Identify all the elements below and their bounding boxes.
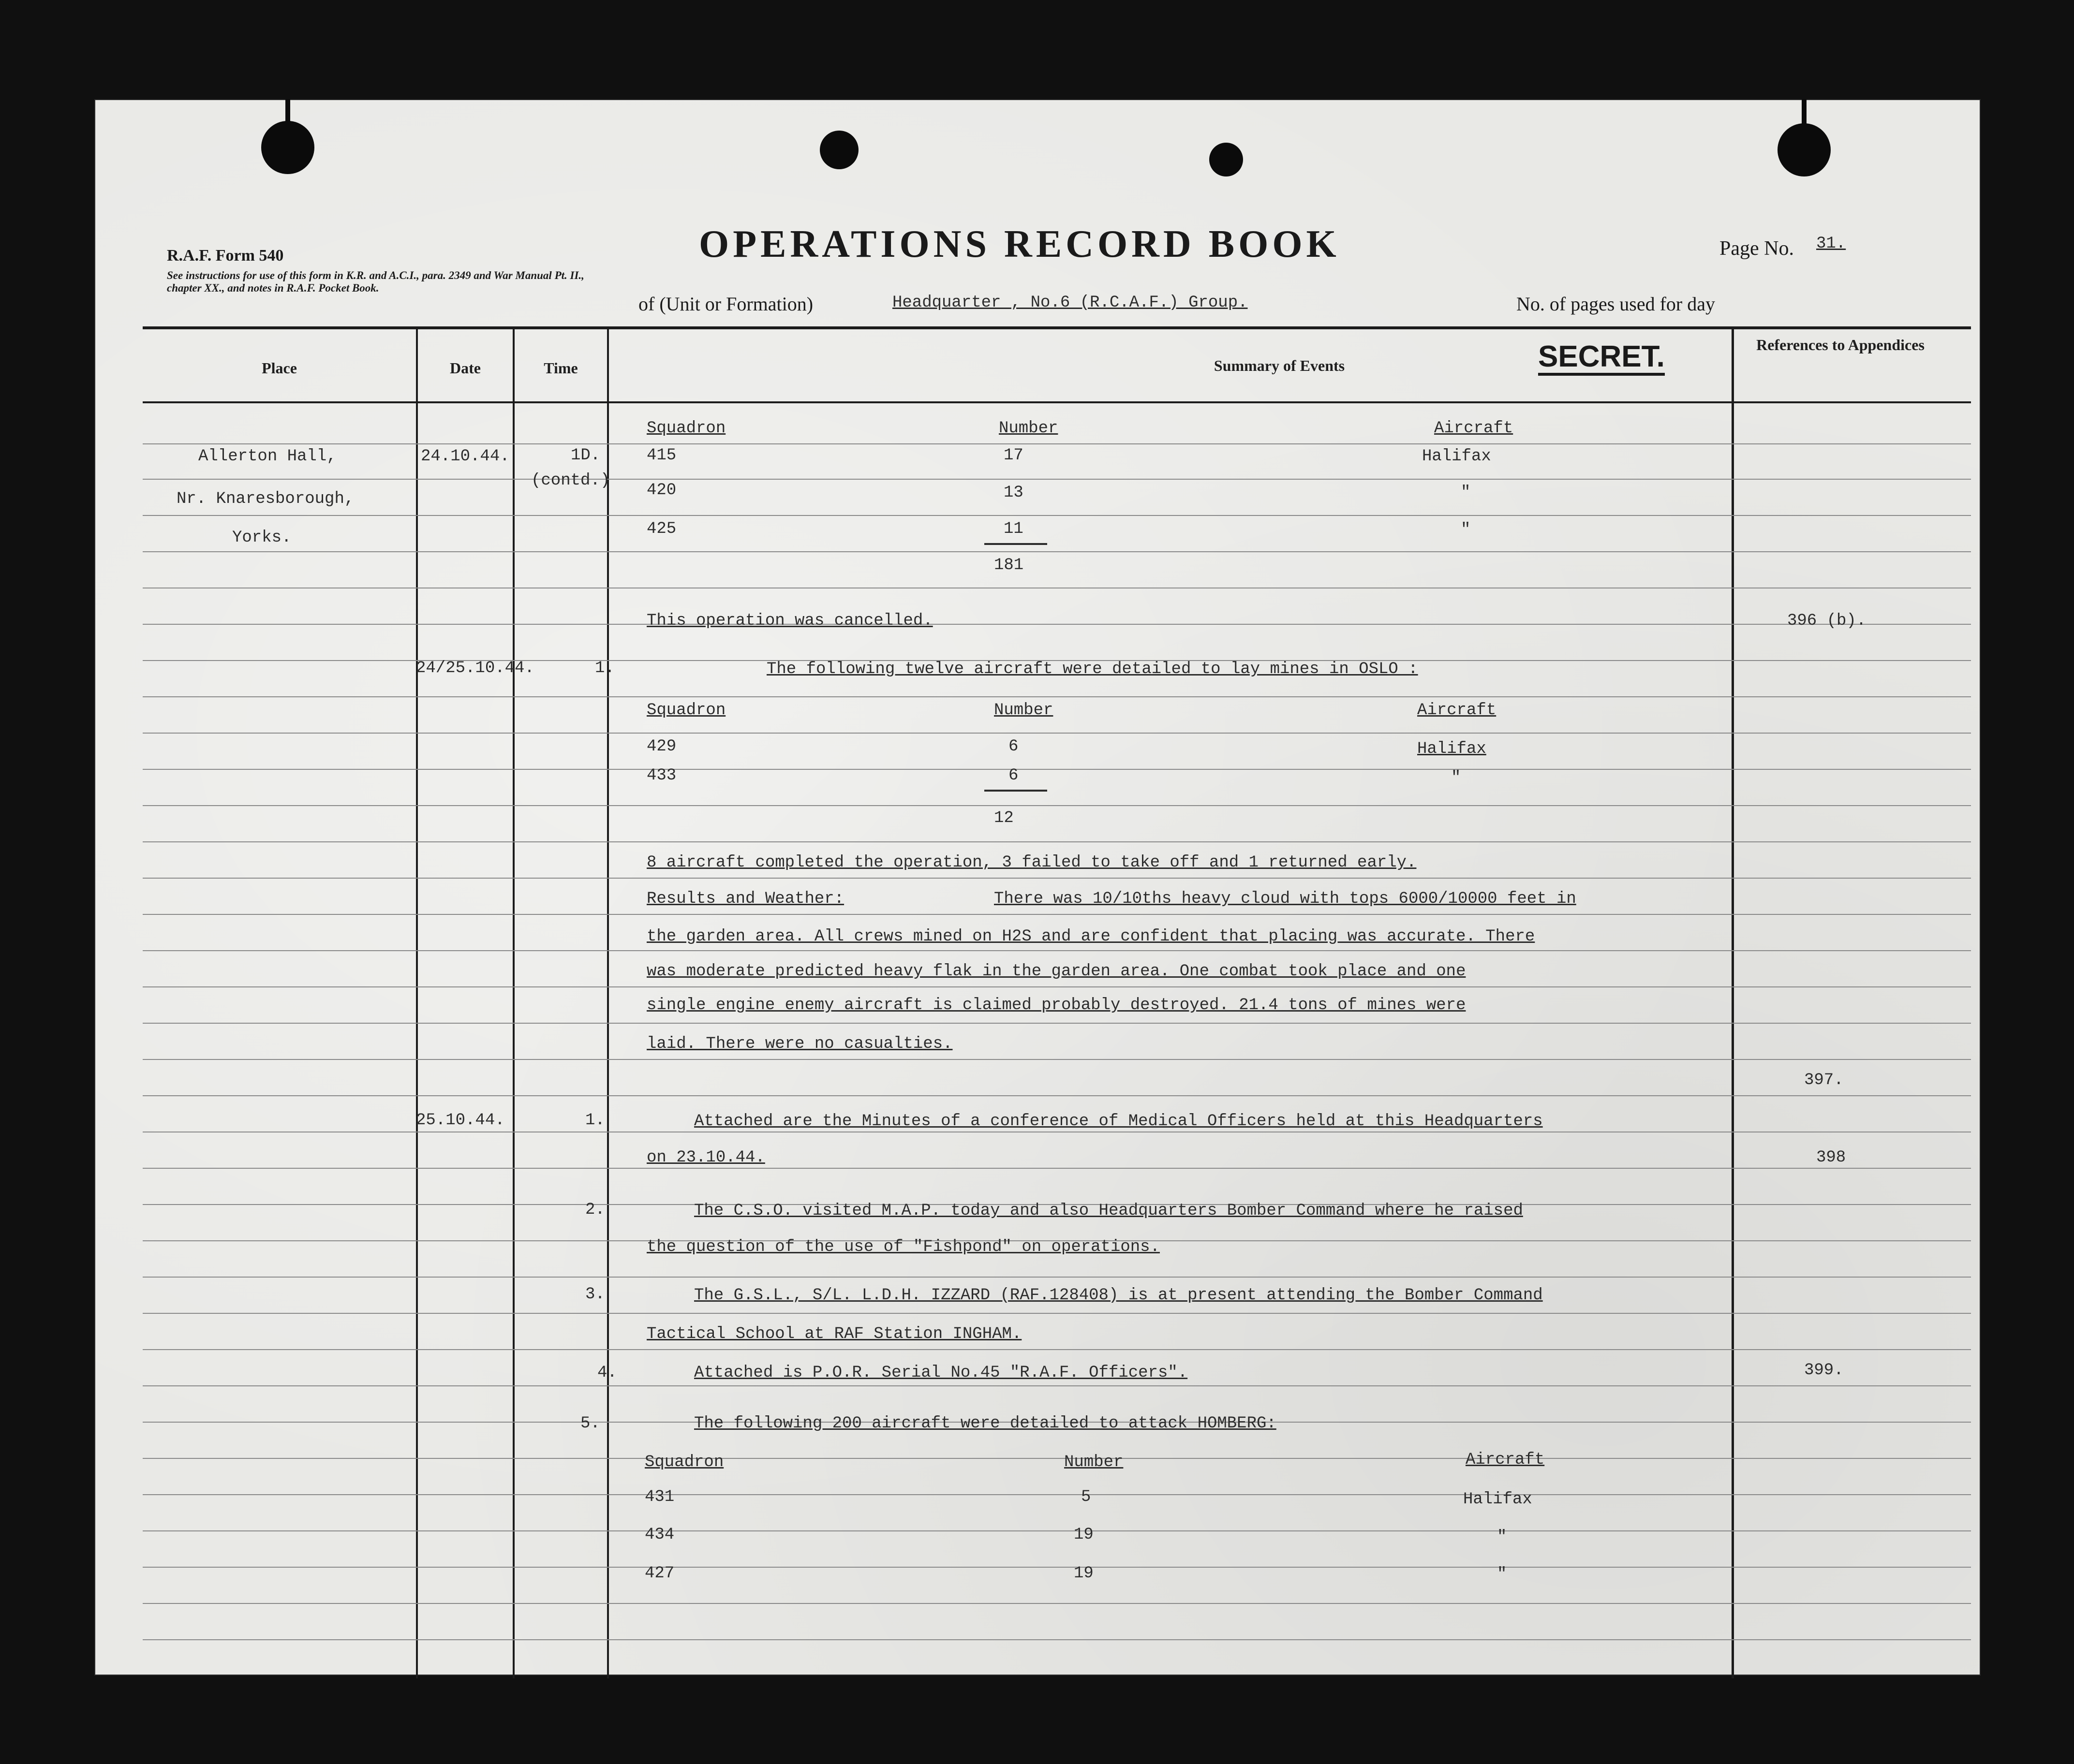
pages-used-label: No. of pages used for day <box>1516 293 1715 315</box>
op1-row-3-number: 11 <box>1004 520 1023 538</box>
time-entry-4: 2. <box>585 1201 605 1219</box>
rule-line <box>143 1277 1971 1278</box>
page-number-value: 31. <box>1816 235 1846 253</box>
op1-row-1-aircraft: Halifax <box>1422 447 1491 466</box>
op2-results-line-5: laid. There were no casualties. <box>647 1035 953 1053</box>
op1-row-2-aircraft: " <box>1461 484 1471 502</box>
op2-row-1-number: 6 <box>1008 737 1019 756</box>
column-divider-place <box>416 329 418 1678</box>
op3-row-2-aircraft: " <box>1497 1528 1507 1546</box>
rule-line <box>143 1530 1971 1531</box>
reference-1: 396 (b). <box>1787 612 1867 630</box>
rule-line <box>143 551 1971 552</box>
rule-line <box>143 1023 1971 1024</box>
rule-line <box>143 1458 1971 1459</box>
op1-row-3-squadron: 425 <box>647 520 677 538</box>
op3-row-2-squadron: 434 <box>645 1526 675 1544</box>
punch-hole-center <box>820 131 859 169</box>
rule-line <box>143 1168 1971 1169</box>
rule-line <box>143 841 1971 842</box>
place-line-3: Yorks. <box>232 529 292 547</box>
time-entry-3: 1. <box>585 1111 605 1130</box>
rule-line <box>143 1494 1971 1495</box>
op2-results-line-3: was moderate predicted heavy flak in the garden area. One combat took place and one <box>647 962 1466 981</box>
rule-line <box>143 1349 1971 1350</box>
secret-stamp: SECRET. <box>1538 341 1665 376</box>
op2-results-line-2: the garden area. All crews mined on H2S and are confident that placing was accurate. There <box>647 927 1535 946</box>
entry-3-line-2: Tactical School at RAF Station INGHAM. <box>647 1325 1022 1343</box>
page-title: OPERATIONS RECORD BOOK <box>699 223 1340 265</box>
entry-5: The following 200 aircraft were detailed to attack HOMBERG: <box>694 1414 1276 1433</box>
op1-row-2-number: 13 <box>1004 484 1023 502</box>
rule-line <box>143 733 1971 734</box>
rule-line <box>143 1567 1971 1568</box>
op1-header-number: Number <box>999 419 1058 438</box>
op2-intro: The following twelve aircraft were detailed to lay mines in OSLO : <box>767 660 1418 678</box>
op3-row-1-number: 5 <box>1081 1488 1091 1506</box>
op3-row-1-aircraft: Halifax <box>1463 1490 1532 1509</box>
rule-line <box>143 443 1971 444</box>
column-divider-summary <box>1732 329 1734 1678</box>
rule-line <box>143 1639 1971 1640</box>
op2-row-1-aircraft: Halifax <box>1417 740 1486 758</box>
op2-results-line-4: single engine enemy aircraft is claimed probably destroyed. 21.4 tons of mines were <box>647 996 1466 1014</box>
op2-header-squadron: Squadron <box>647 701 726 720</box>
punch-hole-right <box>1778 123 1831 176</box>
op2-completed: 8 aircraft completed the operation, 3 failed to take off and 1 returned early. <box>647 853 1417 872</box>
binder-hook-right <box>1802 99 1807 128</box>
op3-row-3-aircraft: " <box>1497 1565 1507 1584</box>
reference-3: 398 <box>1816 1148 1846 1167</box>
op3-header-aircraft: Aircraft <box>1466 1451 1545 1469</box>
op3-header-number: Number <box>1064 1453 1124 1471</box>
op2-row-2-number: 6 <box>1008 766 1019 785</box>
form-instructions: See instructions for use of this form in K.R. and A.C.I., para. 2349 and War Manual Pt. II., chapter XX., and notes in R.A.F. Pocket Book. <box>167 269 584 294</box>
op1-row-2-squadron: 420 <box>647 481 677 500</box>
time-entry-1: 1D. <box>571 446 601 465</box>
column-header-time: Time <box>544 359 578 377</box>
date-entry-1: 24.10.44. <box>421 447 510 466</box>
rule-line <box>143 950 1971 951</box>
rule-line <box>143 696 1971 697</box>
entry-2-line-1: The C.S.O. visited M.A.P. today and also Headquarters Bomber Command where he raised <box>694 1202 1523 1220</box>
time-entry-2: 1. <box>595 659 615 677</box>
entry-2-line-2: the question of the use of "Fishpond" on operations. <box>647 1238 1160 1256</box>
op2-row-1-squadron: 429 <box>647 737 677 756</box>
page-number-label: Page No. <box>1719 237 1794 260</box>
rule-line <box>143 805 1971 806</box>
rule-line <box>143 986 1971 987</box>
op1-cancelled-note: This operation was cancelled. <box>647 612 933 630</box>
op3-row-3-number: 19 <box>1074 1564 1094 1583</box>
column-divider-time <box>607 329 609 1678</box>
reference-2: 397. <box>1804 1071 1844 1089</box>
column-header-references: References to Appendices <box>1756 336 1925 353</box>
op2-header-number: Number <box>994 701 1053 720</box>
reference-4: 399. <box>1804 1361 1844 1380</box>
entry-1-line-2: on 23.10.44. <box>647 1148 765 1167</box>
time-entry-6: 4. <box>597 1364 617 1382</box>
op3-row-3-squadron: 427 <box>645 1564 675 1583</box>
op2-results-label: Results and Weather: <box>647 890 844 908</box>
op1-row-1-squadron: 415 <box>647 446 677 465</box>
column-header-place: Place <box>262 359 297 377</box>
date-entry-2: 24/25.10.44. <box>416 659 534 677</box>
op1-total: 181 <box>994 556 1024 574</box>
op2-row-2-aircraft: " <box>1451 769 1461 787</box>
unit-label: of (Unit or Formation) <box>638 293 814 315</box>
punch-hole-mid <box>1209 143 1243 176</box>
column-divider-date <box>513 329 515 1678</box>
date-entry-3: 25.10.44. <box>416 1111 505 1130</box>
binder-hook-left <box>285 99 290 128</box>
entry-1-line-1: Attached are the Minutes of a conference of Medical Officers held at this Headquarters <box>694 1112 1543 1131</box>
time-entry-7: 5. <box>580 1414 600 1433</box>
column-header-summary: Summary of Events <box>1214 357 1345 374</box>
entry-4: Attached is P.O.R. Serial No.45 "R.A.F. Officers". <box>694 1364 1188 1382</box>
rule-line <box>143 1313 1971 1314</box>
op3-row-1-squadron: 431 <box>645 1488 675 1506</box>
rule-line <box>143 1385 1971 1386</box>
op2-total-rule <box>984 790 1047 792</box>
rule-line <box>143 515 1971 516</box>
op2-row-2-squadron: 433 <box>647 766 677 785</box>
column-header-date: Date <box>450 359 481 377</box>
rule-line <box>143 1095 1971 1096</box>
time-entry-5: 3. <box>585 1285 605 1304</box>
punch-hole-left <box>261 121 314 174</box>
op1-total-rule <box>984 543 1047 545</box>
rule-line <box>143 479 1971 480</box>
record-sheet <box>94 99 1981 1676</box>
op2-total: 12 <box>994 809 1014 827</box>
op3-header-squadron: Squadron <box>645 1453 724 1471</box>
op1-row-1-number: 17 <box>1004 446 1023 465</box>
op2-header-aircraft: Aircraft <box>1417 701 1496 720</box>
rule-line <box>143 769 1971 770</box>
unit-value: Headquarter , No.6 (R.C.A.F.) Group. <box>892 294 1248 312</box>
rule-line <box>143 914 1971 915</box>
place-line-1: Allerton Hall, <box>198 447 337 466</box>
entry-3-line-1: The G.S.L., S/L. L.D.H. IZZARD (RAF.128408) is at present attending the Bomber Command <box>694 1286 1543 1305</box>
rule-line <box>143 878 1971 879</box>
op1-header-squadron: Squadron <box>647 419 726 438</box>
form-label: R.A.F. Form 540 <box>167 247 284 265</box>
op3-row-2-number: 19 <box>1074 1526 1094 1544</box>
rule-line <box>143 624 1971 625</box>
rule-line <box>143 1059 1971 1060</box>
op1-row-3-aircraft: " <box>1461 521 1471 539</box>
place-line-2: Nr. Knaresborough, <box>177 490 355 508</box>
op1-header-aircraft: Aircraft <box>1434 419 1513 438</box>
rule-line <box>143 1603 1971 1604</box>
op2-results-line-1: There was 10/10ths heavy cloud with tops 6000/10000 feet in <box>994 890 1576 908</box>
time-contd: (contd.) <box>531 471 610 490</box>
